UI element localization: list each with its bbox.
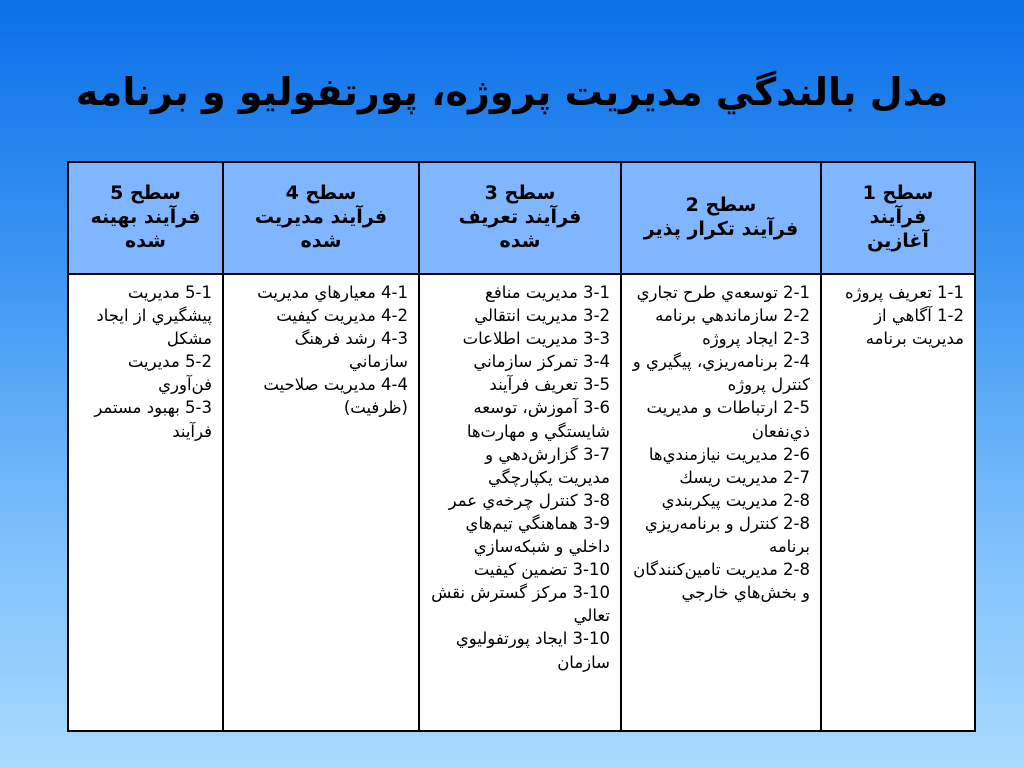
- list-item: 2-7 مديريت ريسك: [679, 467, 810, 487]
- list-item: 3-7 گزارش‌دهي و مديريت يكپارچگي: [485, 444, 610, 487]
- list-item: 3-10 تضمين كيفيت: [473, 560, 610, 580]
- slide-title: مدل بالندگي مديريت پروژه، پورتفوليو و برنامه: [75, 70, 949, 114]
- level-3-heading-line: سطح 3: [484, 182, 556, 205]
- list-item: 3-5 تعريف فرآيند: [489, 375, 610, 395]
- list-item: 3-2 مديريت انتقالي: [474, 306, 610, 326]
- list-item: 5-2 مديريت فن‌آوري: [127, 352, 212, 395]
- list-item: 2-2 سازماندهي برنامه: [655, 306, 810, 326]
- level-1-heading: [821, 162, 975, 274]
- list-item: 2-8 مديريت پيكربندي: [661, 490, 810, 510]
- level-4-heading-line: سطح 4: [285, 182, 357, 205]
- level-4-heading-line: فرآيند مديريت: [254, 206, 388, 229]
- level-4-heading: [223, 162, 419, 274]
- level-5-heading-line: فرآيند بهينه: [90, 206, 201, 229]
- list-item: 3-10 مركز گسترش نقش تعالي: [431, 583, 610, 626]
- level-1-heading-line: آغازين: [867, 229, 929, 252]
- list-item: 2-3 ايجاد پروژه: [702, 329, 810, 349]
- level-2-heading-line: فرآيند تكرار پذير: [643, 218, 799, 240]
- list-item: 1-2 آگاهي از مديريت برنامه: [865, 306, 964, 349]
- level-5-cell: [68, 274, 223, 731]
- level-2-heading: [621, 162, 821, 274]
- list-item: 1-1 تعريف پروژه: [844, 283, 964, 302]
- list-item: 5-1 مديريت پيشگيري از ايجاد مشكل: [96, 283, 212, 349]
- level-3-cell: [419, 274, 621, 731]
- maturity-levels-table: [67, 161, 976, 732]
- list-item: 2-4 برنامه‌ريزي، پيگيري و كنترل پروژه: [632, 352, 810, 395]
- list-item: 3-3 مديريت اطلاعات: [462, 329, 610, 349]
- level-1-heading-line: سطح 1: [862, 182, 934, 205]
- list-item: 2-8 كنترل و برنامه‌ريزي برنامه: [644, 513, 810, 557]
- list-item: 5-3 بهبود مستمر فرآيند: [94, 398, 212, 441]
- level-4-heading-line: شده: [300, 229, 342, 252]
- level-3-heading-line: شده: [499, 229, 541, 252]
- level-5-heading: [68, 162, 223, 274]
- level-5-heading-line: سطح 5: [110, 182, 181, 205]
- list-item: 3-9 هماهنگي تيم‌هاي داخلي و شبكه‌سازي: [465, 513, 610, 557]
- level-3-heading: [419, 162, 621, 274]
- level-2-heading-line: سطح 2: [685, 194, 757, 217]
- list-item: 4-3 رشد فرهنگ سازماني: [294, 329, 408, 372]
- level-3-heading-line: فرآيند تعريف: [458, 206, 582, 229]
- level-1-cell: [821, 274, 975, 731]
- list-item: 2-1 توسعه‌ي طرح تجاري: [636, 283, 810, 302]
- list-item: 2-5 ارتباطات و مديريت ذي‌نفعان: [646, 398, 810, 441]
- list-item: 3-1 مديريت منافع: [485, 283, 610, 302]
- list-item: 3-8 كنترل چرخه‌ي عمر: [448, 490, 610, 510]
- list-item: 2-6 مديريت نيازمندي‌ها: [648, 444, 810, 464]
- table-header-row: [68, 162, 975, 274]
- list-item: 2-8 مديريت تامين‌كنندگان و بخش‌هاي خارجي: [633, 560, 810, 603]
- level-2-cell: [621, 274, 821, 731]
- level-1-heading-line: فرآيند: [869, 206, 927, 229]
- list-item: 3-10 ايجاد پورتفوليوي سازمان: [455, 629, 610, 672]
- level-5-heading-line: شده: [125, 229, 166, 252]
- list-item: 3-6 آموزش، توسعه شايستگي و مهارت‌ها: [466, 398, 610, 441]
- level-4-cell: [223, 274, 419, 731]
- table-body-row: [68, 274, 975, 731]
- list-item: 3-4 تمركز سازماني: [473, 352, 610, 372]
- list-item: 4-1 معيارهاي مديريت: [257, 283, 408, 302]
- list-item: 4-2 مديريت كيفيت: [276, 306, 408, 326]
- list-item: 4-4 مديريت صلاحيت (ظرفيت): [263, 375, 408, 418]
